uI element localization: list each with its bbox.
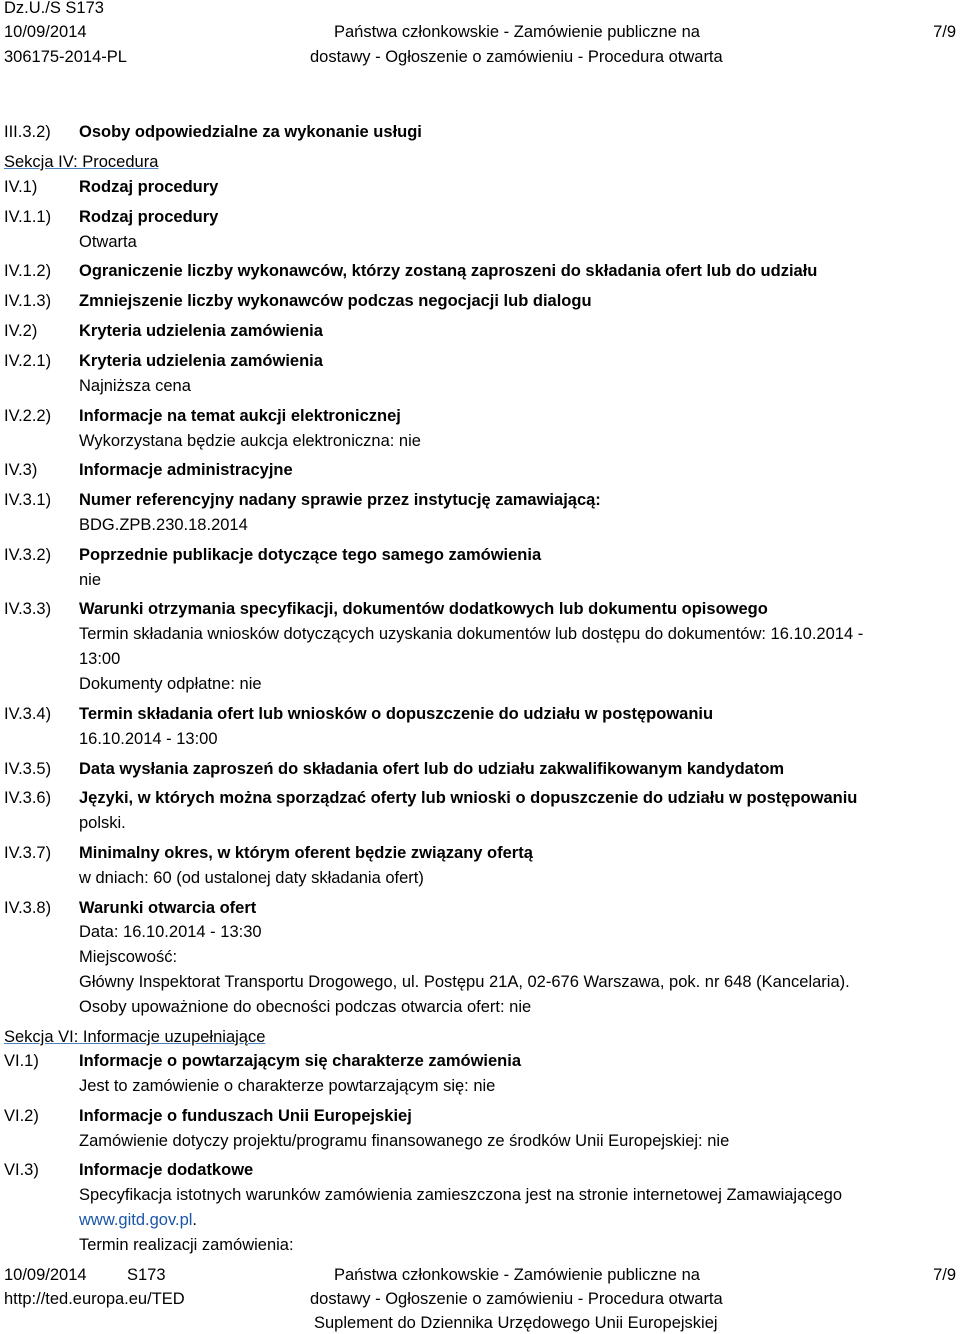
section-title: Zmniejszenie liczby wykonawców podczas negocjacji lub dialogu xyxy=(79,292,592,310)
link-suffix: . xyxy=(192,1211,198,1229)
section-value: Miejscowość: xyxy=(79,948,178,966)
section-number: IV.3.7) xyxy=(4,844,52,862)
section-heading-iv: Sekcja IV: Procedura xyxy=(4,153,159,171)
header-title-line1: Państwa członkowskie - Zamówienie publiczne na xyxy=(334,23,700,41)
footer-title-line1: Państwa członkowskie - Zamówienie publiczne na xyxy=(334,1266,700,1284)
section-value: Jest to zamówienie o charakterze powtarzającym się: nie xyxy=(79,1077,496,1095)
section-title: Minimalny okres, w którym oferent będzie związany ofertą xyxy=(79,844,533,862)
section-number: IV.3.4) xyxy=(4,705,52,723)
section-value: 16.10.2014 - 13:00 xyxy=(79,730,218,748)
header-doc-ref: Dz.U./S S173 xyxy=(4,0,104,17)
section-title: Informacje o powtarzającym się charakterze zamówienia xyxy=(79,1052,522,1070)
section-value: Specyfikacja istotnych warunków zamówienia zamieszczona jest na stronie internetowej Zamawiającego xyxy=(79,1186,843,1204)
section-title: Języki, w których można sporządzać oferty lub wnioski o dopuszczenie do udziału w postępowaniu xyxy=(79,789,858,807)
section-title: Osoby odpowiedzialne za wykonanie usługi xyxy=(79,123,422,141)
section-value: Najniższa cena xyxy=(79,377,191,395)
section-value: Termin składania wniosków dotyczących uzyskania dokumentów lub dostępu do dokumentów: 16.10.2014 - xyxy=(79,625,864,643)
section-value: 13:00 xyxy=(79,650,121,668)
section-value: w dniach: 60 (od ustalonej daty składania ofert) xyxy=(79,869,424,887)
section-number: IV.3.6) xyxy=(4,789,52,807)
section-value: BDG.ZPB.230.18.2014 xyxy=(79,516,248,534)
website-link[interactable]: www.gitd.gov.pl xyxy=(79,1211,193,1229)
section-number: IV.3.5) xyxy=(4,760,52,778)
section-number: IV.3.8) xyxy=(4,899,52,917)
section-value: Osoby upoważnione do obecności podczas otwarcia ofert: nie xyxy=(79,998,532,1016)
header-notice-id: 306175-2014-PL xyxy=(4,48,127,66)
header-title-line2: dostawy - Ogłoszenie o zamówieniu - Procedura otwarta xyxy=(310,48,723,66)
section-title: Informacje dodatkowe xyxy=(79,1161,254,1179)
section-value: Data: 16.10.2014 - 13:30 xyxy=(79,923,262,941)
section-number: VI.2) xyxy=(4,1107,39,1125)
section-number: VI.1) xyxy=(4,1052,39,1070)
section-value: Termin realizacji zamówienia: xyxy=(79,1236,294,1254)
section-number: IV.3.1) xyxy=(4,491,52,509)
section-value: Dokumenty odpłatne: nie xyxy=(79,675,262,693)
section-title: Kryteria udzielenia zamówienia xyxy=(79,322,323,340)
section-title: Rodzaj procedury xyxy=(79,208,219,226)
section-value: Wykorzystana będzie aukcja elektroniczna: nie xyxy=(79,432,421,450)
section-number: IV.3.2) xyxy=(4,546,52,564)
section-title: Numer referencyjny nadany sprawie przez instytucję zamawiającą: xyxy=(79,491,601,509)
section-number: IV.2.1) xyxy=(4,352,52,370)
header-date: 10/09/2014 xyxy=(4,23,87,41)
section-number: III.3.2) xyxy=(4,123,51,141)
section-number: IV.1.1) xyxy=(4,208,52,226)
header-page-number: 7/9 xyxy=(933,23,956,41)
section-number: IV.1.3) xyxy=(4,292,52,310)
section-number: VI.3) xyxy=(4,1161,39,1179)
section-title: Kryteria udzielenia zamówienia xyxy=(79,352,323,370)
section-value-link-line xyxy=(79,1210,197,1230)
section-number: IV.3) xyxy=(4,461,38,479)
footer-url[interactable]: http://ted.europa.eu/TED xyxy=(4,1290,185,1308)
section-title: Poprzednie publikacje dotyczące tego samego zamówienia xyxy=(79,546,542,564)
section-value: Główny Inspektorat Transportu Drogowego, ul. Postępu 21A, 02-676 Warszawa, pok. nr 648 (Kancelaria). xyxy=(79,973,850,991)
footer-date: 10/09/2014 xyxy=(4,1266,87,1284)
section-number: IV.3.3) xyxy=(4,600,52,618)
section-title: Rodzaj procedury xyxy=(79,178,219,196)
footer-series: S173 xyxy=(127,1266,166,1284)
section-number: IV.2.2) xyxy=(4,407,52,425)
footer-title-line3: Suplement do Dziennika Urzędowego Unii Europejskiej xyxy=(314,1314,718,1332)
section-title: Informacje administracyjne xyxy=(79,461,293,479)
section-title: Informacje o funduszach Unii Europejskiej xyxy=(79,1107,412,1125)
section-title: Ograniczenie liczby wykonawców, którzy zostaną zaproszeni do składania ofert lub do udziału xyxy=(79,262,818,280)
section-title: Termin składania ofert lub wniosków o dopuszczenie do udziału w postępowaniu xyxy=(79,705,714,723)
section-title: Warunki otwarcia ofert xyxy=(79,899,257,917)
section-value: Zamówienie dotyczy projektu/programu finansowanego ze środków Unii Europejskiej: nie xyxy=(79,1132,730,1150)
section-value: nie xyxy=(79,571,102,589)
section-number: IV.1) xyxy=(4,178,38,196)
section-title: Data wysłania zaproszeń do składania ofert lub do udziału zakwalifikowanym kandydatom xyxy=(79,760,785,778)
section-value: Otwarta xyxy=(79,233,137,251)
footer-page-number: 7/9 xyxy=(933,1266,956,1284)
section-title: Informacje na temat aukcji elektronicznej xyxy=(79,407,401,425)
section-number: IV.1.2) xyxy=(4,262,52,280)
section-number: IV.2) xyxy=(4,322,38,340)
section-heading-vi: Sekcja VI: Informacje uzupełniające xyxy=(4,1028,266,1046)
section-value: polski. xyxy=(79,814,126,832)
footer-title-line2: dostawy - Ogłoszenie o zamówieniu - Procedura otwarta xyxy=(310,1290,723,1308)
section-title: Warunki otrzymania specyfikacji, dokumentów dodatkowych lub dokumentu opisowego xyxy=(79,600,768,618)
